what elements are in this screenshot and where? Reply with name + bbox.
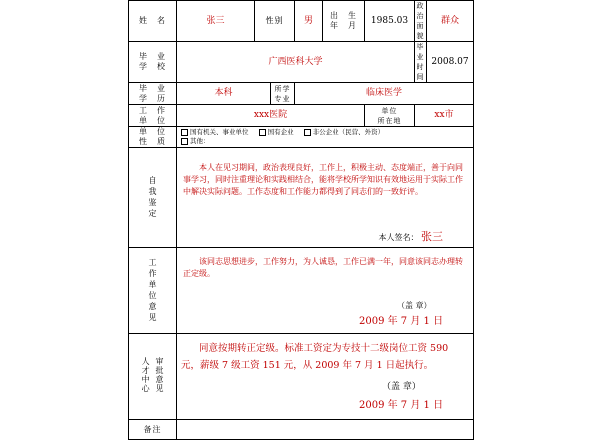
- checkbox-private-enterprise[interactable]: [304, 129, 311, 136]
- row-approval: [129, 334, 474, 420]
- approval-label-cell: [129, 334, 177, 420]
- unit-opinion-cell: [177, 248, 474, 334]
- degree-value: 本科: [177, 83, 271, 105]
- checkbox-other[interactable]: [181, 138, 188, 145]
- option-state-organ: 国有机关、事业单位: [190, 128, 249, 136]
- option-other: 其他：: [190, 137, 210, 145]
- self-eval-label-cell: [129, 148, 177, 248]
- unit-opinion-label: 工作单位意见: [148, 257, 157, 324]
- row-self-eval: [129, 148, 474, 248]
- work-unit-value: xxx医院: [177, 105, 365, 127]
- major-label: 所学 专业: [271, 83, 295, 105]
- approval-cell: [177, 334, 474, 420]
- checkbox-state-organ[interactable]: [181, 129, 188, 136]
- option-state-enterprise: 国有企业: [267, 128, 294, 136]
- grad-time-value: 2008.07: [427, 42, 474, 83]
- row-work-unit: [129, 105, 474, 127]
- row-remarks: [129, 420, 474, 440]
- grad-time-label: 毕业 时间: [416, 43, 425, 81]
- row-school: [129, 42, 474, 83]
- work-unit-label: 工 作 单 位: [129, 105, 177, 127]
- major-value: 临床医学: [295, 83, 474, 105]
- unit-location-value: xx市: [415, 105, 474, 127]
- unit-date: 2009 年 7 月 1 日: [359, 316, 444, 327]
- approval-date: 2009 年 7 月 1 日: [359, 400, 444, 411]
- gender-value: 男: [295, 1, 323, 42]
- name-label: 姓 名: [129, 1, 177, 42]
- row-name: [129, 1, 474, 42]
- school-value: 广西医科大学: [177, 42, 415, 83]
- remarks-label: 备注: [129, 420, 177, 440]
- name-value: 张三: [177, 1, 255, 42]
- remarks-value[interactable]: [177, 420, 474, 440]
- unit-opinion-text: 该同志思想进步，工作努力，为人诚恳，工作已满一年，同意该同志办理转正定级。: [183, 257, 463, 278]
- self-eval-cell: [177, 148, 474, 248]
- gender-label: 性别: [255, 1, 295, 42]
- self-sign-name: 张三: [421, 230, 443, 243]
- unit-opinion-label-cell: [129, 248, 177, 334]
- self-sign-label: 本人签名：: [378, 233, 419, 242]
- politics-value: 群众: [427, 1, 474, 42]
- degree-label: 毕 业 学 历: [129, 83, 177, 105]
- approval-label: 审批意见: [154, 356, 164, 393]
- self-eval-text: 本人在见习期间，政治表现良好，工作上，积极主动、态度端正，善于向同事学习，同时注重理论和实践相结合，能将学校所学知识有效地运用于实际工作中解决实际问题。工作态度和工作能力都得到了同志们的一致好评。: [183, 163, 463, 196]
- unit-location-label: 单位 所在地: [365, 105, 415, 127]
- unit-nature-options: [177, 127, 474, 148]
- politics-label: 政治 面貌: [416, 2, 425, 40]
- school-label: 毕 业 学 校: [129, 42, 177, 83]
- row-degree: [129, 83, 474, 105]
- self-sign: [378, 231, 443, 243]
- option-private-enterprise: 非公企业（民营、外资）: [312, 128, 385, 136]
- self-eval-label: 自我鉴定: [148, 175, 157, 220]
- row-unit-nature: [129, 127, 474, 148]
- row-unit-opinion: [129, 248, 474, 334]
- birth-value: 1985.03: [365, 1, 415, 42]
- unit-nature-label: 单 位 性 质: [129, 127, 177, 148]
- checkbox-state-enterprise[interactable]: [259, 129, 266, 136]
- unit-seal: （盖 章）: [397, 301, 432, 310]
- approval-text: 同意按期转正定级。标准工资定为专技十二级岗位工资 590 元，薪级 7 级工资 151 元，从 2009 年 7 月 1 日起执行。: [181, 343, 449, 371]
- form-table: [128, 0, 474, 440]
- birth-label: 出 生 年 月: [323, 1, 365, 42]
- talent-label: 人才中心: [141, 356, 151, 393]
- approval-seal: （盖 章）: [382, 382, 421, 392]
- employment-form: [128, 0, 473, 434]
